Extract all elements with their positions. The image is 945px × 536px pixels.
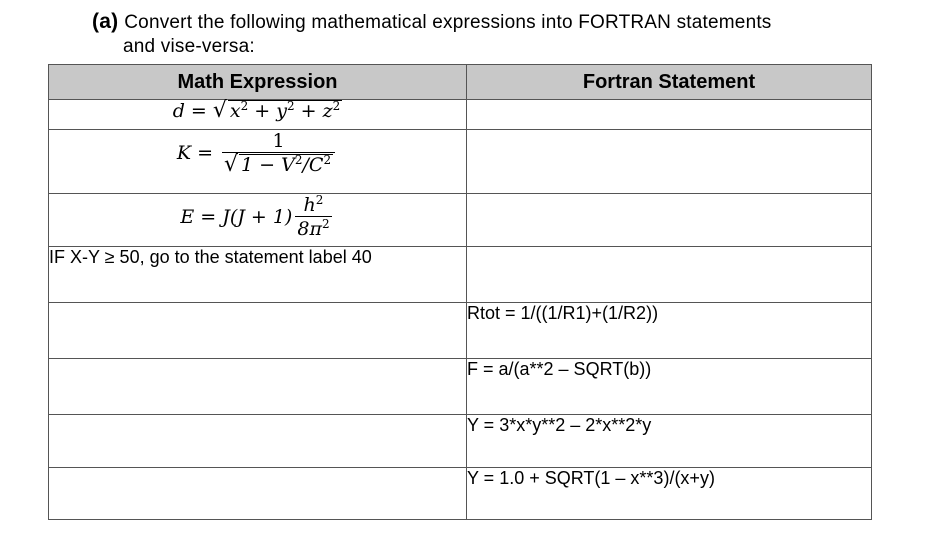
math-d-x: x xyxy=(229,100,241,122)
math-expression-k xyxy=(49,130,466,176)
fortran-cell-6: F = a/(a**2 – SQRT(b)) xyxy=(467,359,872,415)
fraction-k xyxy=(222,130,335,176)
header-math-expression: Math Expression xyxy=(49,65,467,100)
fortran-cell-5: Rtot = 1/((1/R1)+(1/R2)) xyxy=(467,303,872,359)
table-row xyxy=(49,415,872,468)
fortran-cell-7: Y = 3*x*y**2 – 2*x**2*y xyxy=(467,415,872,468)
math-d-plus-2: + xyxy=(300,100,317,122)
header-fortran-statement: Fortran Statement xyxy=(467,65,872,100)
math-e-num-exp: 2 xyxy=(315,193,324,207)
math-d-y-exp: 2 xyxy=(286,99,295,113)
math-e-lhs: E xyxy=(180,206,195,228)
math-expression-e xyxy=(49,194,466,240)
sqrt-symbol: √ $x^2 + y^2 + z^2$ xyxy=(212,98,341,123)
fraction-e xyxy=(295,194,331,240)
math-cell-k xyxy=(49,130,467,194)
math-d-x-exp: 2 xyxy=(240,99,249,113)
math-cell-blank-8[interactable] xyxy=(49,468,467,520)
fortran-cell-2[interactable] xyxy=(467,130,872,194)
table-row xyxy=(49,194,872,247)
math-d-z-exp: 2 xyxy=(332,99,341,113)
math-k-numerator: 1 xyxy=(272,130,285,152)
math-cell-e xyxy=(49,194,467,247)
fortran-cell-1[interactable] xyxy=(467,100,872,130)
conversion-table xyxy=(48,64,872,520)
fortran-cell-3[interactable] xyxy=(467,194,872,247)
question-label: (a) xyxy=(92,10,119,33)
math-cell-blank-5[interactable] xyxy=(49,303,467,359)
math-cell-d xyxy=(49,100,467,130)
table-row xyxy=(49,468,872,520)
question-line-1: Convert the following mathematical expressions into FORTRAN statements xyxy=(124,12,772,33)
math-e-factor: J(J + 1) xyxy=(222,206,293,228)
math-k-over: /C xyxy=(302,154,324,176)
math-cell-blank-6[interactable] xyxy=(49,359,467,415)
math-e-den-exp: 2 xyxy=(321,217,330,231)
math-cell-if: IF X-Y ≥ 50, go to the statement label 40 xyxy=(49,247,467,303)
math-e-num-base: h xyxy=(303,194,316,216)
table-row xyxy=(49,359,872,415)
math-d-z: z xyxy=(322,100,333,122)
math-k-exp1: 2 xyxy=(294,153,303,167)
math-cell-blank-7[interactable] xyxy=(49,415,467,468)
sqrt-symbol: √ $1 - V^2/C^2$ xyxy=(224,152,332,177)
fortran-cell-8: Y = 1.0 + SQRT(1 – x**3)/(x+y) xyxy=(467,468,872,520)
fortran-cell-4[interactable] xyxy=(467,247,872,303)
math-k-radicand: 1 − V xyxy=(241,154,295,176)
table-row xyxy=(49,247,872,303)
question-line-2: and vise-versa: xyxy=(123,36,255,57)
table-row xyxy=(49,130,872,194)
math-k-exp2: 2 xyxy=(323,153,332,167)
math-e-eq: = xyxy=(200,206,217,228)
math-k-lhs: K xyxy=(176,142,192,164)
table-row xyxy=(49,100,872,130)
math-d-y: y xyxy=(276,100,287,122)
math-e-den-base: 8π xyxy=(297,218,322,240)
math-d-plus-1: + xyxy=(254,100,271,122)
math-k-eq: = xyxy=(197,142,214,164)
question-text xyxy=(92,10,892,59)
math-d-lhs: d xyxy=(172,100,185,122)
table-row xyxy=(49,303,872,359)
math-d-eq: = xyxy=(190,100,207,122)
table-header-row xyxy=(49,65,872,100)
math-expression-d xyxy=(49,100,466,122)
